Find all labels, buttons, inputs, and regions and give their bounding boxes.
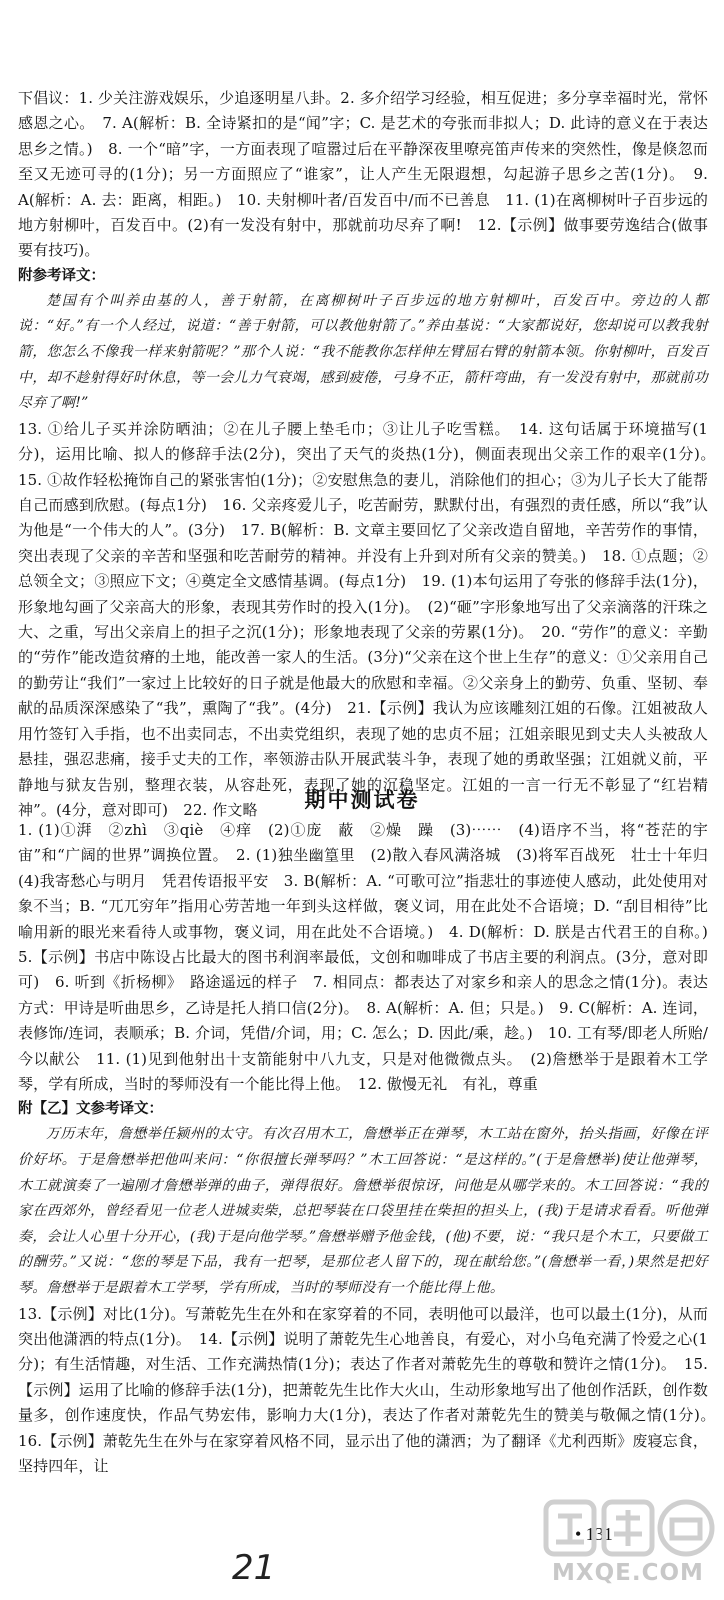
handwritten-mark: 21 xyxy=(232,1548,276,1588)
midterm-section xyxy=(18,818,724,1479)
midterm-answers-13-16: 13.【示例】对比(1分)。写萧乾先生在外和在家穿着的不同，表明他可以最洋，也可以最土(1分)，从而突出他潇洒的特点(1分)。 14.【示例】说明了萧乾先生心地善良，有爱心，对小乌龟充满了怜爱之心(1分)；有生活情趣，对生活、工作充满热情(1分)；表达了作者对萧乾先生的尊敬和赞许之情(1分)。 15.【示例】运用了比喻的修辞手法(1分)，把萧乾先生比作大火山，生动形象地写出了他创作活跃，创作数量多，创作速度快，作品气势宏伟，影响力大(1分)，表达了作者对萧乾先生的赞美与敬佩之情(1分)。 16.【示例】萧乾先生在外与在家穿着风格不同，显示出了他的潇洒；为了翻译《尤利西斯》废寝忘食，坚持四年，让 xyxy=(18,1304,724,1476)
watermark-url: MXQE.COM xyxy=(552,1560,704,1586)
answers-paragraph-13-22: 13. ①给儿子买并涂防晒油；②在儿子腰上垫毛巾；③让儿子吃雪糕。 14. 这句话属于环境描写(1分)，运用比喻、拟人的修辞手法(2分)，突出了天气的炎热(1分)，侧面表现出父亲工作的艰辛(1分)。 15. ①故作轻松掩饰自己的紧张害怕(1分)；②安慰焦急的妻儿，消除他们的担心；③为儿子长大了能帮自己而感到欣慰。(每点1分) 16. 父亲疼爱儿子，吃苦耐劳，默默付出，有强烈的责任感，所以“我”认为他是“一个伟大的人”。(3分) 17. B(解析：B. 文章主要回忆了父亲改造自留地，辛苦劳作的事情，突出表现了父亲的辛苦和坚强和吃苦耐劳的精神。并没有上升到对所有父亲的赞美。) 18. ①点题；②总领全文；③照应下文；④奠定全文感情基调。(每点1分) 19. (1)本句运用了夸张的修辞手法(1分)，形象地勾画了父亲高大的形象，表现其劳作时的投入(1分)。 (2)“砸”字形象地写出了父亲滴落的汗珠之大、之重，写出父亲肩上的担子之沉(1分)；形象地表现了父亲的劳累(1分)。 20. “劳作”的意义：辛勤的“劳作”能改造贫瘠的土地，能改善一家人的生活。(3分)“父亲在这个世上生存”的意义：①父亲用自己的勤劳让“我们”一家过上比较好的日子就是他最大的欣慰和幸福。②父亲身上的勤劳、负重、坚韧、奉献的品质深深感染了“我”，熏陶了“我”。(4分) 21.【示例】我认为应该雕刻江姐的石像。江姐被敌人用竹签钉入手指，也不出卖同志，不出卖党组织，表现了她的忠贞不屈；江姐亲眼见到丈夫人头被敌人悬挂，强忍悲痛，接手丈夫的工作，率领游击队开展武装斗争，表现了她的勇敢坚强；江姐就义前，平静地与狱友告别，整理衣装，从容赴死，表现了她的沉稳坚定。江姐的一言一行无不彰显了“红岩精神”。(4分，意对即可) 22. 作文略 xyxy=(18,419,724,819)
page-number: • 131 • xyxy=(575,1524,624,1544)
watermark xyxy=(540,1496,720,1596)
answers-top-section xyxy=(18,86,724,823)
reference-translation-text: 楚国有个叫养由基的人，善于射箭，在离柳树叶子百步远的地方射柳叶，百发百中。旁边的人都说：“好。”有一个人经过，说道：“善于射箭，可以教他射箭了。”养由基说：“大家都说好，您却说可以教我射箭，您怎么不像我一样来射箭呢？”那个人说：“我不能教你怎样伸左臂屈右臂的射箭本领。你射柳叶，百发百中，却不趁射得好时休息，等一会儿力气衰竭，感到疲倦，弓身不正，箭杆弯曲，有一发没有射中，那就前功尽弃了啊!” xyxy=(18,292,708,412)
reference-translation-label-2: 附【乙】文参考译文： xyxy=(18,1101,163,1118)
reference-translation-label: 附参考译文： xyxy=(18,267,105,284)
watermark-logo-icon xyxy=(540,1496,720,1560)
section-title: 期中测试卷 xyxy=(304,788,420,812)
answers-paragraph-7-12: 下倡议：1. 少关注游戏娱乐，少追逐明星八卦。2. 多介绍学习经验，相互促进；多分享幸福时光，常怀感恩之心。 7. A(解析：B. 全诗紧扣的是“闻”字；C. 是艺术的夸张而非拟人；D. 此诗的意义在于表达思乡之情。) 8. 一个“暗”字，一方面表现了喧嚣过后在平静深夜里嘹亮笛声传来的突然性，像是倏忽而至又无迹可寻的(1分)；另一方面照应了“谁家”，让人产生无限遐想，勾起游子思乡之苦(1分)。 9. A(解析：A. 去：距离，相距。) 10. 夫射柳叶者/百发百中/而不已善息 11. (1)在离柳树叶子百步远的地方射柳叶，百发百中。(2)有一发没有射中，那就前功尽弃了啊! 12.【示例】做事要劳逸结合(做事要有技巧)。 xyxy=(18,89,708,260)
reference-translation-text-2: 万历末年，詹懋举任颍州的太守。有次召用木工，詹懋举正在弹琴，木工站在窗外，抬头指画，好像在评价好坏。于是詹懋举把他叫来问：“你很擅长弹琴吗？”木工回答说：“是这样的。”(于是詹懋举)使让他弹琴，木工就演奏了一遍刚才詹懋举弹的曲子，弹得很好。詹懋举很惊讶，问他是从哪学来的。木工回答说：“我的家在西郊外，曾经看见一位老人进城卖柴，总把琴装在口袋里挂在柴担的担头上，(我)于是请求看看。听他弹奏，会让人心里十分开心，(我)于是向他学琴。”詹懋举赠予他金钱，(他)不要，说：“我只是个木工，只要做工的酬劳。”又说：“您的琴是下品，我有一把琴，是那位老人留下的，现在献给您。”(詹懋举一看，)果然是把好琴。詹懋举于是跟着木工学琴，学有所成，当时的琴师没有一个能比得上他。 xyxy=(18,1126,708,1297)
midterm-answers-1-12: 1. (1)①湃 ②zhì ③qiè ④痒 (2)①庞 蔽 ②燥 躁 (3)⋯⋯ (4)语序不当，将“苍茫的宇宙”和“广阔的世界”调换位置。 2. (1)独坐幽篁里 (2)散入春风满洛城 (3)将军百战死 壮士十年归 (4)我寄愁心与明月 凭君传语报平安 3. B(解析：A. “可歌可泣”指悲壮的事迹使人感动，此处使用对象不当；B. “兀兀穷年”指用心劳苦地一年到头这样做，褒义词，用在此处不合语境；D. “刮目相待”比喻用新的眼光来看待人或事物，褒义词，用在此处不合语境。) 4. D(解析：D. 朕是古代君王的自称。) 5.【示例】书店中陈设占比最大的图书利润率最低，文创和咖啡成了书店主要的利润点。(3分，意对即可) 6. 听到《折杨柳》 路途遥远的样子 7. 相同点：都表达了对家乡和亲人的思念之情(1分)。表达方式：甲诗是听曲思乡，乙诗是托人捎口信(2分)。 8. A(解析：A. 但；只是。) 9. C(解析：A. 连词，表修饰/连词，表顺承；B. 介词，凭借/介词，用；C. 怎么；D. 因此/乘，趁。) 10. 工有琴/即老人所贻/今以献公 11. (1)见到他射出十支箭能射中八九支，只是对他微微点头。 (2)詹懋举于是跟着木工学琴，学有所成，当时的琴师没有一个能比得上他。 12. 傲慢无礼 有礼，尊重 xyxy=(18,821,724,1094)
